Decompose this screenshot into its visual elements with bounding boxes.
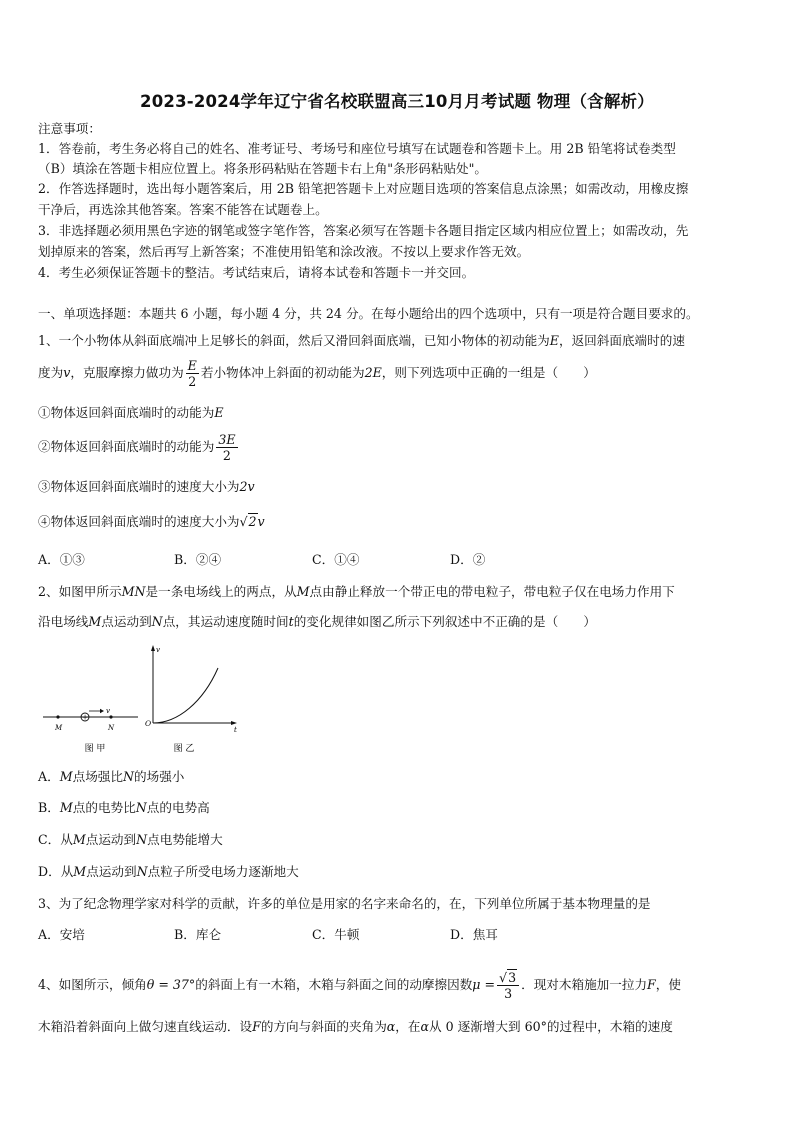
caption-figure-a: 图 甲 — [84, 744, 106, 754]
q2-stem-line2: 沿电场线M点运动到N点，其运动速度随时间t的变化规律如图乙所示下列叙述中不正确的是（ ） — [38, 614, 596, 629]
section-heading: 一、单项选择题：本题共 6 小题，每小题 4 分，共 24 分。在每小题给出的四个选项中，只有一项是符合题目要求的。 — [38, 306, 699, 321]
notice-line: （B）填涂在答题卡相应位置上。将条形码粘贴在答题卡右上角"条形码粘贴处"。 — [38, 161, 488, 176]
q2-option-d: D．从M点运动到N点粒子所受电场力逐渐地大 — [38, 864, 299, 879]
q4-stem-line1: 4、如图所示，倾角θ = 37°的斜面上有一木箱，木箱与斜面之间的动摩擦因数μ = $\frac{√3}{3}$ ．现对木箱施加一拉力F，使 — [38, 970, 681, 1001]
q3-option-d: D．焦耳 — [450, 927, 498, 942]
origin-label: O — [145, 719, 152, 728]
notice-line: 1．答卷前，考生务必将自己的姓名、准考证号、考场号和座位号填写在试题卷和答题卡上。用 2B 铅笔将试卷类型 — [38, 141, 676, 156]
q2-option-c: C．从M点运动到N点电势能增大 — [38, 832, 223, 847]
q1-option-b: B．②④ — [174, 552, 222, 567]
notice-line: 2．作答选择题时，选出每小题答案后，用 2B 铅笔把答题卡上对应题目选项的答案信息点涂黑；如需改动，用橡皮擦 — [38, 181, 689, 196]
notice-heading: 注意事项： — [38, 121, 101, 136]
fraction-sqrt3-over-3: $\frac{√3}{3}$ — [497, 970, 519, 1001]
q4-stem-line2: 木箱沿着斜面向上做匀速直线运动．设F的方向与斜面的夹角为α，在α从 0 逐渐增大到 60°的过程中，木箱的速度 — [38, 1019, 673, 1034]
q1-option-a: A．①③ — [38, 552, 85, 567]
v-axis-label: v — [156, 646, 160, 654]
q2-option-b: B．M点的电势比N点的电势高 — [38, 800, 210, 815]
sqrt-symbol: √2 — [239, 514, 257, 529]
q1-option-d: D．② — [450, 552, 486, 567]
q2-stem-line1: 2、如图甲所示MN是一条电场线上的两点，从M点由静止释放一个带正电的带电粒子，带电粒子仅在电场力作用下 — [38, 584, 675, 599]
charge-plus: + — [82, 713, 88, 722]
q3-option-b: B．库仑 — [174, 927, 222, 942]
q1-statement-3: ③物体返回斜面底端时的速度大小为2v — [38, 479, 255, 494]
t-axis-arrow — [231, 721, 237, 725]
notice-line: 划掉原来的答案，然后再写上新答案；不准使用铅笔和涂改液。不按以上要求作答无效。 — [38, 244, 530, 259]
q3-option-a: A．安培 — [38, 927, 85, 942]
velocity-curve — [153, 668, 218, 723]
velocity-label: v — [106, 707, 110, 715]
q1-statement-1: ①物体返回斜面底端时的动能为E — [38, 405, 224, 420]
notice-line: 干净后，再选涂其他答案。答案不能答在试题卷上。 — [38, 202, 328, 217]
q1-statement-2: ②物体返回斜面底端时的动能为 $\frac{3E}{2}$ — [38, 432, 236, 463]
q1-option-c: C．①④ — [312, 552, 360, 567]
q2-figure — [38, 642, 248, 757]
q3-option-c: C．牛顿 — [312, 927, 360, 942]
notice-line: 4．考生必须保证答题卡的整洁。考试结束后，请将本试卷和答题卡一并交回。 — [38, 265, 475, 280]
velocity-arrowhead — [100, 709, 104, 713]
t-axis-label: t — [234, 726, 237, 734]
notice-line: 3．非选择题必须用黑色字迹的钢笔或签字笔作答，答案必须写在答题卡各题目指定区域内相应位置上；如需改动，先 — [38, 223, 689, 238]
q2-option-a: A．M点场强比N的场强小 — [38, 769, 185, 784]
q1-statement-4: ④物体返回斜面底端时的速度大小为√2v — [38, 514, 265, 529]
fraction-3e-over-2: $\frac{3E}{2}$ — [218, 432, 236, 463]
q1-stem-line2: 度为v，克服摩擦力做功为 $\frac{E}{2}$ 若小物体冲上斜面的初动能为2E，则下列选项中正确的一组是（ ） — [38, 358, 596, 389]
caption-figure-b: 图 乙 — [173, 744, 195, 754]
page-title: 2023-2024学年辽宁省名校联盟高三10月月考试题 物理（含解析） — [140, 92, 654, 111]
q1-options — [38, 552, 485, 568]
point-n — [109, 715, 112, 718]
point-m — [56, 715, 59, 718]
q1-stem-line1: 1、一个小物体从斜面底端冲上足够长的斜面，然后又滑回斜面底端，已知小物体的初动能为E，返回斜面底端时的速 — [38, 333, 685, 348]
q3-options — [38, 927, 498, 943]
label-n: N — [108, 724, 115, 732]
label-m: M — [55, 724, 63, 732]
q3-stem: 3、为了纪念物理学家对科学的贡献，许多的单位是用家的名字来命名的，在，下列单位所属于基本物理量的是 — [38, 896, 651, 911]
v-axis-arrow — [151, 645, 155, 651]
fraction-e-over-2: $\frac{E}{2}$ — [187, 358, 197, 389]
